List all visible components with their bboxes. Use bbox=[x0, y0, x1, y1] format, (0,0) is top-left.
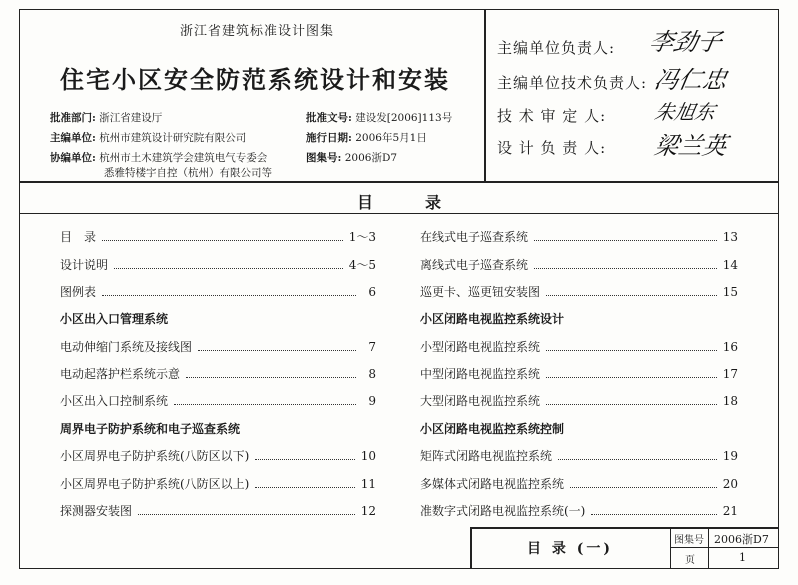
sheet-title: 目 录 (一) bbox=[527, 541, 613, 557]
toc-entry[interactable]: 巡更卡、巡更钮安装图 15 bbox=[420, 285, 738, 299]
toc-section-heading: 小区闭路电视监控系统设计 bbox=[420, 312, 565, 326]
resp-label-design: 设 计 负 责 人: bbox=[497, 139, 607, 157]
toc-heading-left: 目 bbox=[357, 193, 374, 212]
signature-chief-unit: 李劲子 bbox=[647, 28, 725, 56]
signature-review: 朱旭东 bbox=[652, 100, 717, 124]
header-divider bbox=[19, 181, 779, 183]
toc-entry[interactable]: 多媒体式闭路电视监控系统 20 bbox=[420, 477, 738, 491]
title-block-page-label: 页 bbox=[685, 555, 695, 566]
resp-label-chief-unit: 主编单位负责人: bbox=[497, 39, 616, 57]
effective-date: 施行日期: 2006年5月1日 bbox=[306, 132, 427, 144]
toc-section-heading: 小区闭路电视监控系统控制 bbox=[420, 422, 565, 436]
toc-section-heading: 小区出入口管理系统 bbox=[60, 312, 169, 326]
co-unit-2: 悉雅特楼宇自控（杭州）有限公司等 bbox=[104, 167, 272, 179]
toc-entry[interactable]: 设计说明 4～5 bbox=[60, 258, 376, 272]
toc-entry[interactable]: 小区周界电子防护系统(八防区以下) 10 bbox=[60, 449, 376, 463]
signature-tech: 冯仁忠 bbox=[652, 66, 730, 94]
title-block-split bbox=[670, 527, 671, 569]
approval-doc: 批准文号: 建设发[2006]113号 bbox=[306, 112, 453, 124]
toc-entry[interactable]: 图例表 6 bbox=[60, 285, 376, 299]
toc-heading-rule bbox=[19, 213, 779, 214]
approving-dept: 批准部门: 浙江省建设厅 bbox=[50, 112, 163, 124]
toc-entry[interactable]: 探测器安装图 12 bbox=[60, 504, 376, 518]
resp-label-review: 技 术 审 定 人: bbox=[497, 107, 607, 125]
resp-label-tech: 主编单位技术负责人: bbox=[497, 74, 648, 92]
toc-entry[interactable]: 离线式电子巡查系统 14 bbox=[420, 258, 738, 272]
title-block-row-rule bbox=[670, 547, 779, 548]
toc-entry[interactable]: 电动伸缩门系统及接线图 7 bbox=[60, 340, 376, 354]
toc-entry[interactable]: 目 录 1～3 bbox=[60, 230, 376, 244]
page-title: 住宅小区安全防范系统设计和安装 bbox=[60, 66, 450, 94]
toc-entry[interactable]: 小区周界电子防护系统(八防区以上) 11 bbox=[60, 477, 376, 491]
toc-entry[interactable]: 电动起落护栏系统示意 8 bbox=[60, 367, 376, 381]
toc-entry[interactable]: 小型闭路电视监控系统 16 bbox=[420, 340, 738, 354]
toc-entry[interactable]: 小区出入口控制系统 9 bbox=[60, 394, 376, 408]
chief-unit: 主编单位: 杭州市建筑设计研究院有限公司 bbox=[50, 132, 247, 144]
toc-entry[interactable]: 在线式电子巡查系统 13 bbox=[420, 230, 738, 244]
header-split bbox=[484, 9, 486, 182]
atlas-number: 图集号: 2006浙D7 bbox=[306, 152, 398, 164]
toc-section-heading: 周界电子防护系统和电子巡查系统 bbox=[60, 422, 241, 436]
co-unit: 协编单位: 杭州市土木建筑学会建筑电气专委会 bbox=[50, 152, 268, 164]
toc-entry[interactable]: 准数字式闭路电视监控系统(一) 21 bbox=[420, 504, 738, 518]
toc-entry[interactable]: 大型闭路电视监控系统 18 bbox=[420, 394, 738, 408]
title-block-split-2 bbox=[708, 527, 709, 569]
signature-design: 梁兰英 bbox=[652, 132, 730, 160]
title-block-page-number: 1 bbox=[739, 551, 746, 564]
toc-entry[interactable]: 中型闭路电视监控系统 17 bbox=[420, 367, 738, 381]
title-block-atlas-label: 图集号 bbox=[674, 535, 704, 546]
collection-name: 浙江省建筑标准设计图集 bbox=[180, 24, 335, 39]
title-block-atlas-number: 2006浙D7 bbox=[714, 533, 769, 546]
toc-entry[interactable]: 矩阵式闭路电视监控系统 19 bbox=[420, 449, 738, 463]
toc-heading-right: 录 bbox=[425, 193, 442, 212]
